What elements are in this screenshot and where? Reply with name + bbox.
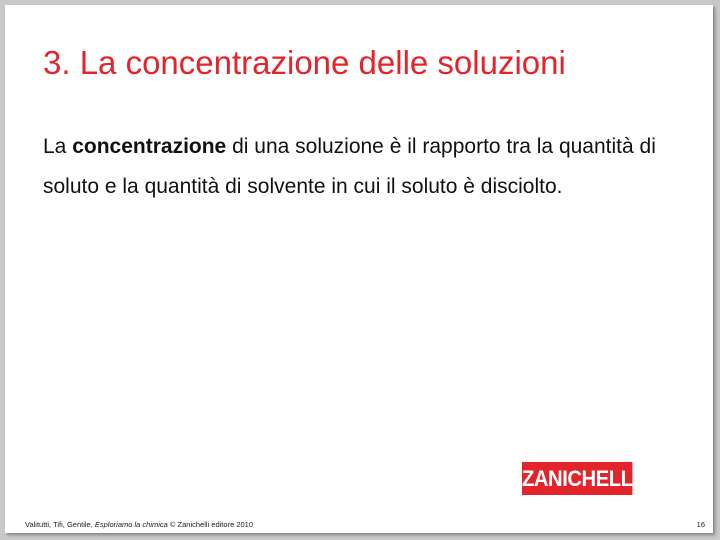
footer-authors: Valitutti, Tifi, Gentile, — [25, 520, 95, 529]
body-suffix: di una soluzione è il rapporto tra la quantità di soluto e la quantità di solvente in cui il soluto è disciolto. — [43, 135, 656, 198]
page-number: 16 — [696, 520, 705, 529]
footer-copyright: © Zanichelli editore 2010 — [167, 520, 254, 529]
body-keyword: concentrazione — [72, 135, 227, 158]
body-prefix: La — [43, 135, 73, 158]
footer-book-title: Esploriamo la chimica — [94, 520, 168, 529]
footer-credit — [25, 520, 253, 529]
publisher-logo: ZANICHELLI — [522, 462, 632, 495]
slide — [5, 5, 713, 533]
slide-body — [43, 127, 683, 207]
slide-title: 3. La concentrazione delle soluzioni — [43, 44, 566, 81]
